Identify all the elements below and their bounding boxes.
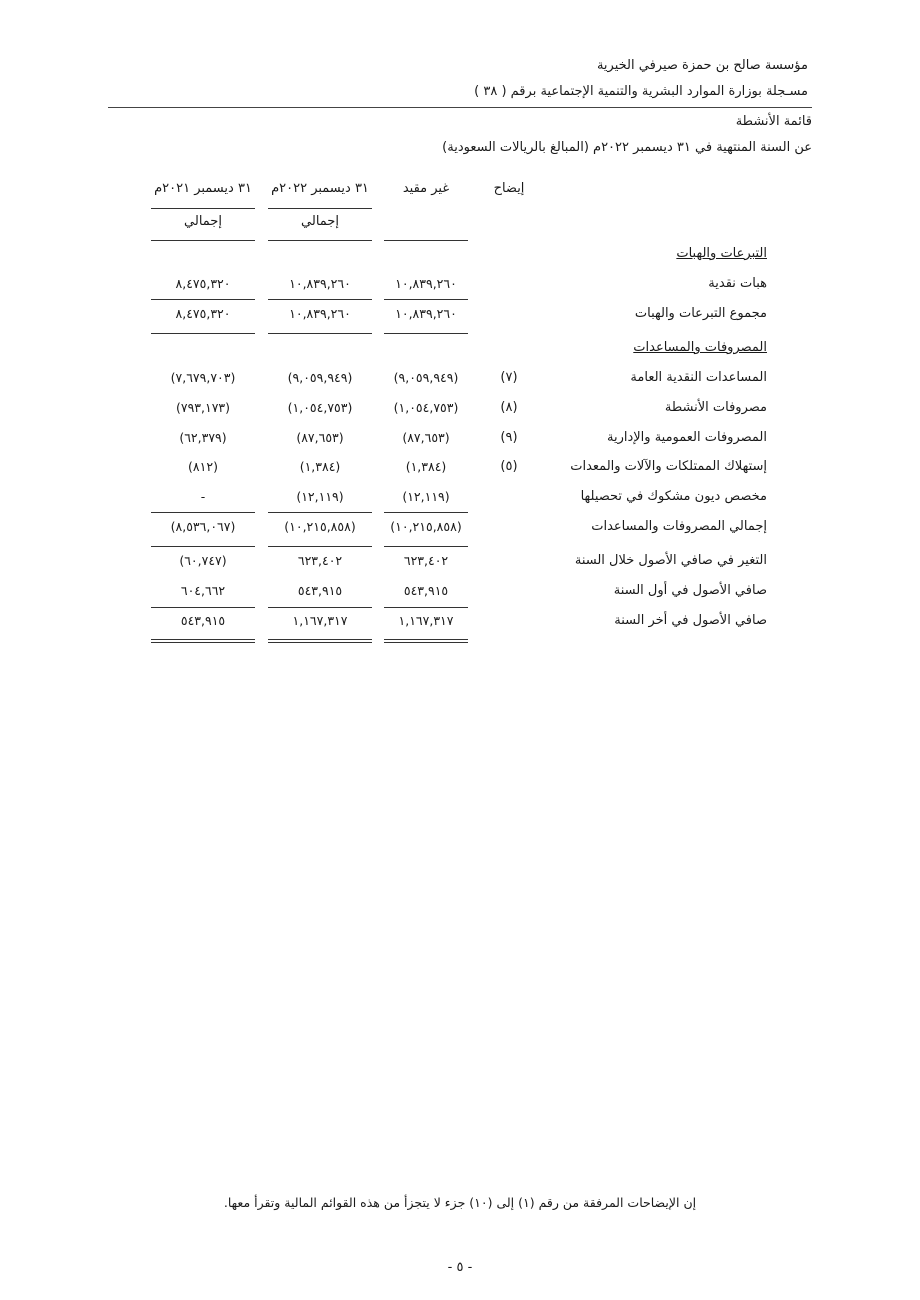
cell-net-end-2022: ١,١٦٧,٣١٧ [292, 613, 348, 628]
cell-depreciation-2022: (١,٣٨٤) [299, 459, 341, 474]
column-header-unrestricted: غير مقيد [402, 181, 450, 196]
row-label-net-change: التغير في صافي الأصول خلال السنة [574, 553, 767, 568]
row-label-doubtful-debts: مخصص ديون مشكوك في تحصيلها [580, 489, 767, 504]
header-divider [108, 107, 812, 108]
rule-total-donations-2021 [151, 333, 255, 334]
row-label-activities-expenses: مصروفات الأنشطة [664, 400, 767, 415]
column-subheader-total-2022: إجمالي [301, 214, 339, 229]
rule-donations-unr [384, 299, 468, 300]
section-title-donations: التبرعات والهبات [676, 246, 767, 261]
cell-total-donations-2022: ١٠,٨٣٩,٢٦٠ [289, 306, 351, 321]
column-header-2021: ٣١ ديسمبر ٢٠٢١م [154, 181, 252, 196]
registration-line: مسـجلة بوزارة الموارد البشرية والتنمية الإجتماعية برقم ( ٣٨ ) [474, 84, 808, 99]
row-label-ga-expenses: المصروفات العمومية والإدارية [607, 430, 767, 445]
row-label-depreciation: إستهلاك الممتلكات والآلات والمعدات [570, 459, 767, 474]
header-rule-2021 [151, 208, 255, 209]
cell-ga-expenses-2022: (٨٧,٦٥٣) [296, 430, 344, 445]
cell-net-change-2022: ٦٢٣,٤٠٢ [297, 553, 343, 568]
cell-depreciation-note: (٥) [500, 459, 518, 474]
cell-cash-grants-2021: ٨,٤٧٥,٣٢٠ [175, 276, 231, 291]
row-label-total-expenses: إجمالي المصروفات والمساعدات [591, 519, 767, 534]
cell-ga-expenses-note: (٩) [500, 430, 518, 445]
cell-activities-expenses-2021: (٧٩٣,١٧٣) [175, 400, 231, 415]
row-label-cash-grants: هبات نقدية [708, 276, 767, 291]
section-title-expenses: المصروفات والمساعدات [633, 340, 767, 355]
statement-title: قائمة الأنشطة [735, 114, 812, 129]
cell-general-cash-aid-unrestricted: (٩,٠٥٩,٩٤٩) [393, 370, 459, 385]
rule-expenses-unr [384, 512, 468, 513]
cell-doubtful-debts-2022: (١٢,١١٩) [296, 489, 344, 504]
cell-ga-expenses-2021: (٦٢,٣٧٩) [179, 430, 227, 445]
header-rule-bottom-2021 [151, 240, 255, 241]
row-label-total-donations: مجموع التبرعات والهبات [634, 306, 767, 321]
cell-net-change-2021: (٦٠,٧٤٧) [179, 553, 227, 568]
header-rule-bottom-2022 [268, 240, 372, 241]
cell-activities-expenses-note: (٨) [500, 400, 518, 415]
cell-total-donations-unrestricted: ١٠,٨٣٩,٢٦٠ [395, 306, 457, 321]
row-label-general-cash-aid: المساعدات النقدية العامة [630, 370, 767, 385]
cell-doubtful-debts-2021: - [200, 489, 206, 504]
rule-total-expenses-2021 [151, 546, 255, 547]
cell-general-cash-aid-2022: (٩,٠٥٩,٩٤٩) [287, 370, 353, 385]
rule-donations-2022 [268, 299, 372, 300]
cell-depreciation-unrestricted: (١,٣٨٤) [405, 459, 447, 474]
cell-general-cash-aid-2021: (٧,٦٧٩,٧٠٣) [170, 370, 236, 385]
cell-activities-expenses-unrestricted: (١,٠٥٤,٧٥٣) [393, 400, 459, 415]
cell-activities-expenses-2022: (١,٠٥٤,٧٥٣) [287, 400, 353, 415]
cell-doubtful-debts-unrestricted: (١٢,١١٩) [402, 489, 450, 504]
cell-total-donations-2021: ٨,٤٧٥,٣٢٠ [175, 306, 231, 321]
header-rule-bottom-unr [384, 240, 468, 241]
page-number: - ٥ - [447, 1260, 473, 1275]
cell-net-beginning-2022: ٥٤٣,٩١٥ [297, 583, 343, 598]
cell-net-beginning-unrestricted: ٥٤٣,٩١٥ [403, 583, 449, 598]
rule-total-expenses-2022 [268, 546, 372, 547]
rule-total-expenses-unr [384, 546, 468, 547]
column-header-note: إيضاح [493, 181, 525, 196]
rule-total-donations-2022 [268, 333, 372, 334]
footer-note: إن الإيضاحات المرفقة من رقم (١) إلى (١٠) جزء لا يتجزأ من هذه القوائم المالية وتقرأ معها. [223, 1195, 697, 1210]
row-label-net-beginning: صافي الأصول في أول السنة [613, 583, 767, 598]
column-header-2022: ٣١ ديسمبر ٢٠٢٢م [271, 181, 369, 196]
cell-ga-expenses-unrestricted: (٨٧,٦٥٣) [402, 430, 450, 445]
cell-general-cash-aid-note: (٧) [500, 370, 518, 385]
cell-cash-grants-unrestricted: ١٠,٨٣٩,٢٦٠ [395, 276, 457, 291]
double-rule-net-end-unr [384, 639, 468, 643]
column-subheader-total-2021: إجمالي [184, 214, 222, 229]
header-rule-2022 [268, 208, 372, 209]
rule-total-donations-unr [384, 333, 468, 334]
cell-depreciation-2021: (٨١٢) [188, 459, 218, 474]
rule-net-beginning-2022 [268, 607, 372, 608]
cell-total-expenses-2022: (١٠,٢١٥,٨٥٨) [284, 519, 356, 534]
rule-net-beginning-2021 [151, 607, 255, 608]
row-label-net-end: صافي الأصول في أخر السنة [614, 613, 767, 628]
cell-net-end-unrestricted: ١,١٦٧,٣١٧ [398, 613, 454, 628]
double-rule-net-end-2021 [151, 639, 255, 643]
rule-expenses-2021 [151, 512, 255, 513]
statement-subtitle: عن السنة المنتهية في ٣١ ديسمبر ٢٠٢٢م (المبالغ بالريالات السعودية) [442, 140, 812, 155]
rule-expenses-2022 [268, 512, 372, 513]
double-rule-net-end-2022 [268, 639, 372, 643]
cell-total-expenses-2021: (٨,٥٣٦,٠٦٧) [170, 519, 236, 534]
cell-net-change-unrestricted: ٦٢٣,٤٠٢ [403, 553, 449, 568]
rule-net-beginning-unr [384, 607, 468, 608]
organization-name: مؤسسة صالح بن حمزة صيرفي الخيرية [596, 58, 808, 73]
cell-cash-grants-2022: ١٠,٨٣٩,٢٦٠ [289, 276, 351, 291]
cell-total-expenses-unrestricted: (١٠,٢١٥,٨٥٨) [390, 519, 462, 534]
rule-donations-2021 [151, 299, 255, 300]
cell-net-beginning-2021: ٦٠٤,٦٦٢ [180, 583, 226, 598]
cell-net-end-2021: ٥٤٣,٩١٥ [180, 613, 226, 628]
